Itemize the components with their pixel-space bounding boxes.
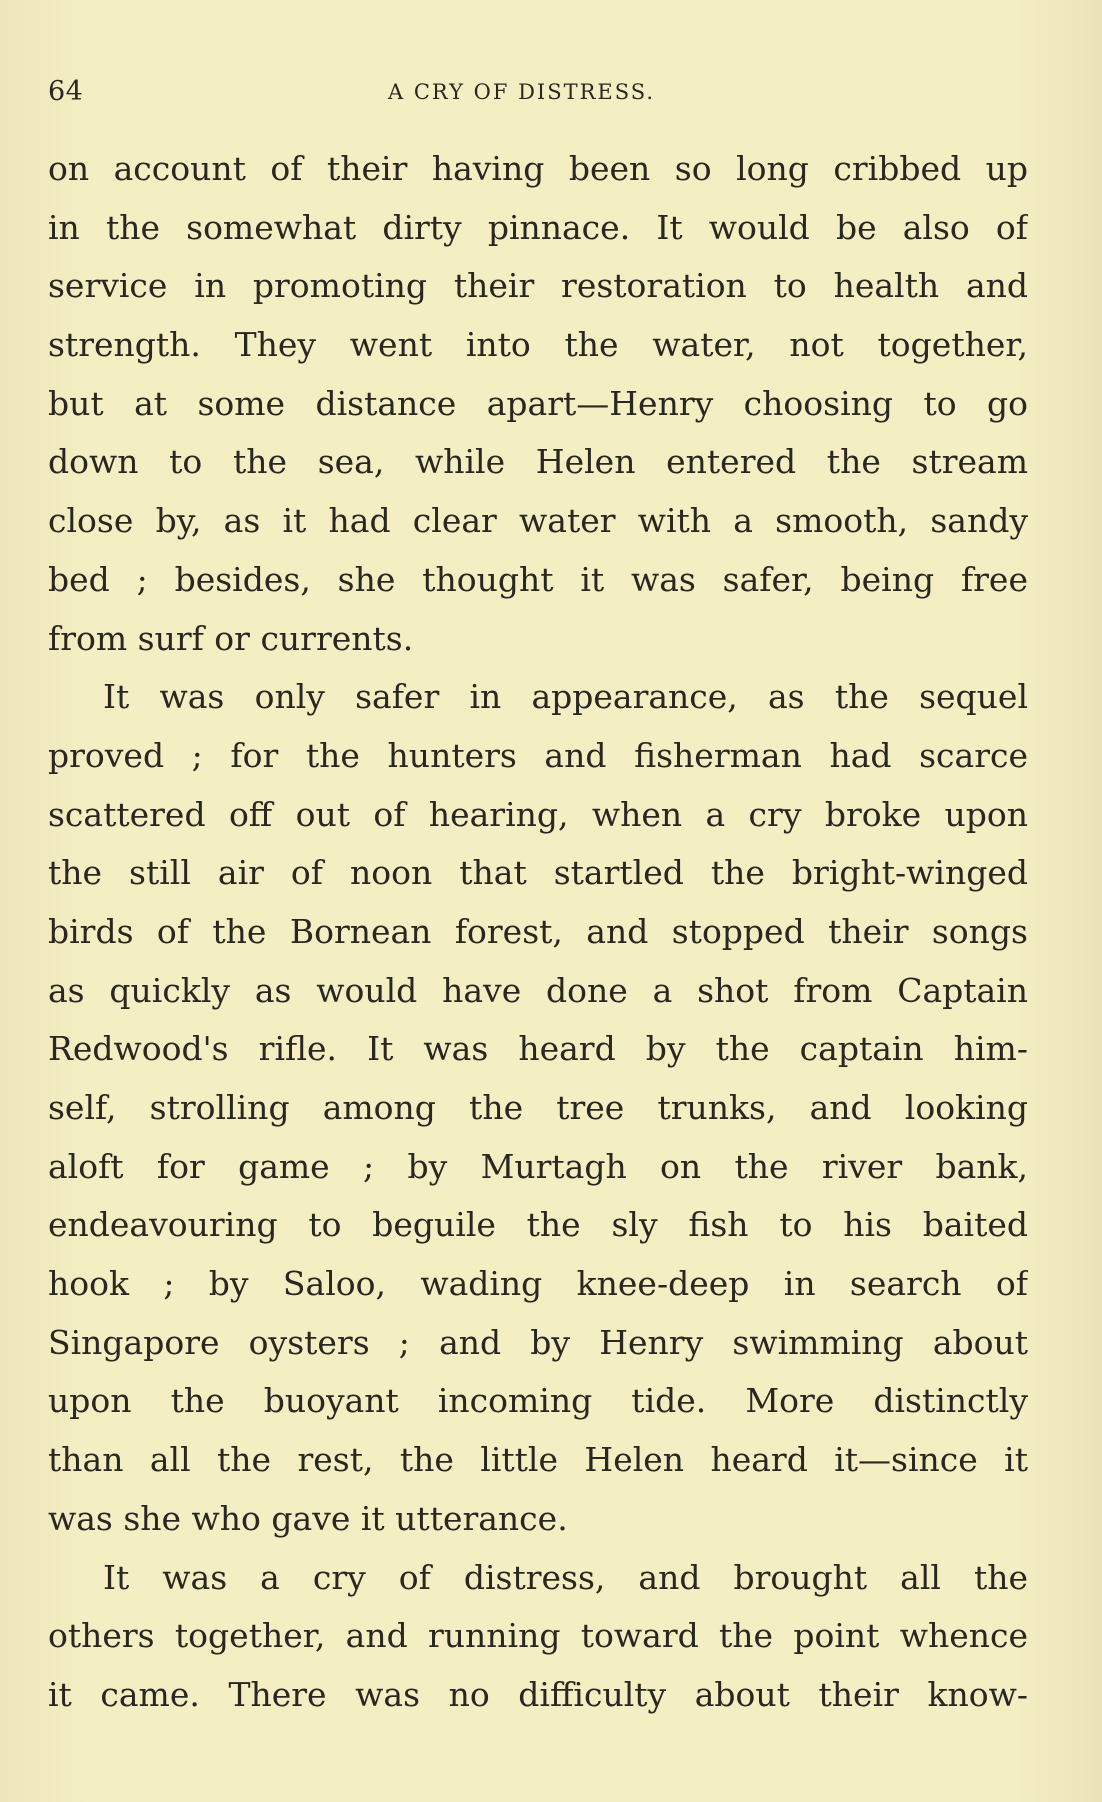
text-line: It was only safer in appearance, as the sequel [103, 677, 1028, 717]
text-line: upon the buoyant incoming tide. More distinctly [48, 1381, 1028, 1421]
text-line: Singapore oysters ; and by Henry swimming about [48, 1322, 1028, 1362]
text-line: endeavouring to beguile the sly fish to his baited [48, 1205, 1028, 1245]
text-line: bed ; besides, she thought it was safer, being free [48, 559, 1028, 599]
text-line: self, strolling among the tree trunks, and looking [48, 1088, 1028, 1127]
text-line: as quickly as would have done a shot from Captain [48, 970, 1028, 1010]
text-line: than all the rest, the little Helen heard it—since it [48, 1440, 1028, 1480]
text-line: close by, as it had clear water with a smooth, sandy [48, 501, 1028, 541]
text-line: but at some distance apart—Henry choosing to go [48, 383, 1028, 423]
text-line: on account of their having been so long cribbed up [48, 149, 1028, 188]
text-line: aloft for game ; by Murtagh on the river bank, [48, 1146, 1028, 1186]
text-line: proved ; for the hunters and fisherman had scarce [48, 735, 1028, 775]
text-line: down to the sea, while Helen entered the stream [48, 442, 1028, 482]
body-text [48, 140, 1028, 1725]
text-line: hook ; by Saloo, wading knee-deep in search of [48, 1264, 1028, 1304]
text-line: the still air of noon that startled the bright-winged [48, 853, 1028, 893]
text-line: from surf or currents. [48, 618, 414, 658]
text-line: others together, and running toward the point whence [48, 1616, 1028, 1656]
running-title: A CRY OF DISTRESS. [388, 80, 656, 104]
text-line: scattered off out of hearing, when a cry broke upon [48, 794, 1028, 834]
text-line: strength. They went into the water, not together, [48, 325, 1028, 365]
text-line: It was a cry of distress, and brought all the [103, 1557, 1028, 1597]
running-head [48, 76, 1028, 112]
text-line: was she who gave it utterance. [48, 1498, 568, 1538]
text-line: birds of the Bornean forest, and stopped their songs [48, 911, 1028, 951]
text-line: in the somewhat dirty pinnace. It would be also of [48, 207, 1028, 247]
text-line: it came. There was no difficulty about their know- [48, 1674, 1028, 1714]
text-line: service in promoting their restoration to health and [48, 266, 1028, 306]
text-line: Redwood's rifle. It was heard by the captain him- [48, 1029, 1028, 1069]
page-number: 64 [48, 76, 84, 107]
